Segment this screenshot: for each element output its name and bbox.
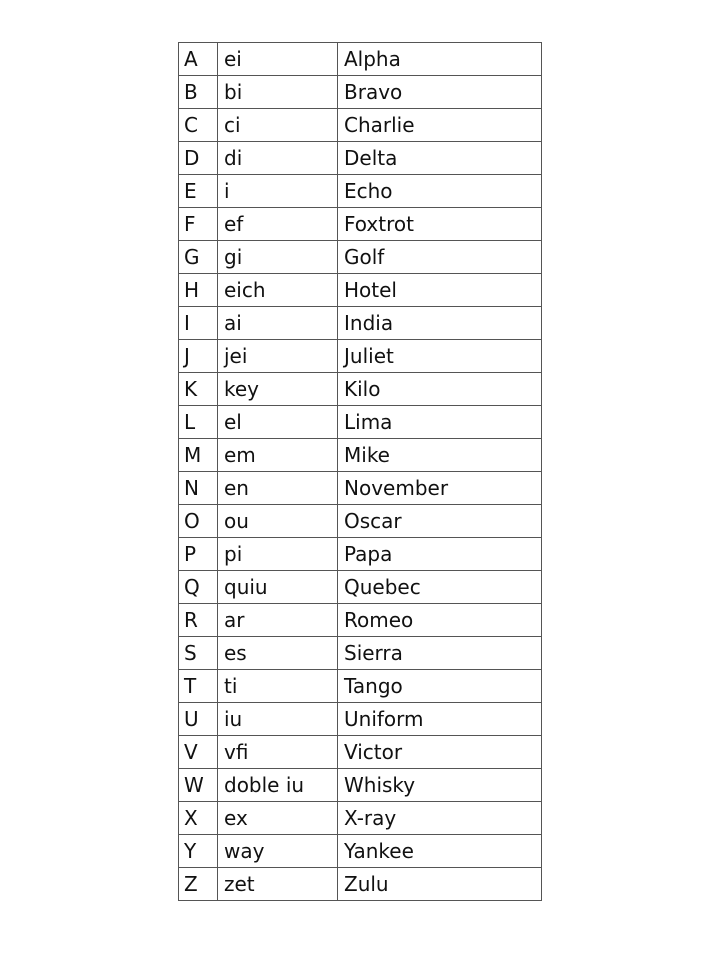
table-row — [179, 373, 542, 406]
letter-cell: C — [179, 109, 218, 142]
pronunciation-cell: key — [218, 373, 338, 406]
letter-cell: M — [179, 439, 218, 472]
pronunciation-cell: iu — [218, 703, 338, 736]
pronunciation-cell: ar — [218, 604, 338, 637]
codeword-cell: November — [338, 472, 542, 505]
table-row — [179, 43, 542, 76]
codeword-cell: Echo — [338, 175, 542, 208]
table-row — [179, 76, 542, 109]
table-row — [179, 670, 542, 703]
pronunciation-cell: ai — [218, 307, 338, 340]
letter-cell: P — [179, 538, 218, 571]
pronunciation-cell: ti — [218, 670, 338, 703]
codeword-cell: Foxtrot — [338, 208, 542, 241]
pronunciation-cell: em — [218, 439, 338, 472]
pronunciation-cell: doble iu — [218, 769, 338, 802]
table-row — [179, 241, 542, 274]
codeword-cell: Lima — [338, 406, 542, 439]
letter-cell: A — [179, 43, 218, 76]
table-row — [179, 505, 542, 538]
codeword-cell: Victor — [338, 736, 542, 769]
table-row — [179, 769, 542, 802]
letter-cell: H — [179, 274, 218, 307]
codeword-cell: Papa — [338, 538, 542, 571]
letter-cell: V — [179, 736, 218, 769]
codeword-cell: Whisky — [338, 769, 542, 802]
pronunciation-cell: bi — [218, 76, 338, 109]
pronunciation-cell: ef — [218, 208, 338, 241]
letter-cell: O — [179, 505, 218, 538]
letter-cell: E — [179, 175, 218, 208]
table-row — [179, 406, 542, 439]
letter-cell: K — [179, 373, 218, 406]
codeword-cell: Mike — [338, 439, 542, 472]
codeword-cell: Zulu — [338, 868, 542, 901]
pronunciation-cell: di — [218, 142, 338, 175]
pronunciation-cell: ci — [218, 109, 338, 142]
pronunciation-cell: quiu — [218, 571, 338, 604]
codeword-cell: Kilo — [338, 373, 542, 406]
pronunciation-cell: el — [218, 406, 338, 439]
table-row — [179, 571, 542, 604]
table-row — [179, 703, 542, 736]
pronunciation-cell: gi — [218, 241, 338, 274]
letter-cell: J — [179, 340, 218, 373]
table-row — [179, 604, 542, 637]
table-row — [179, 340, 542, 373]
table-row — [179, 472, 542, 505]
letter-cell: L — [179, 406, 218, 439]
table-row — [179, 802, 542, 835]
table-row — [179, 109, 542, 142]
table-row — [179, 142, 542, 175]
letter-cell: B — [179, 76, 218, 109]
letter-cell: N — [179, 472, 218, 505]
letter-cell: I — [179, 307, 218, 340]
pronunciation-cell: ex — [218, 802, 338, 835]
codeword-cell: Alpha — [338, 43, 542, 76]
table-row — [179, 637, 542, 670]
letter-cell: G — [179, 241, 218, 274]
codeword-cell: Tango — [338, 670, 542, 703]
letter-cell: Z — [179, 868, 218, 901]
phonetic-alphabet-table-body — [179, 43, 542, 901]
table-row — [179, 307, 542, 340]
letter-cell: D — [179, 142, 218, 175]
codeword-cell: Romeo — [338, 604, 542, 637]
table-row — [179, 208, 542, 241]
pronunciation-cell: i — [218, 175, 338, 208]
codeword-cell: Sierra — [338, 637, 542, 670]
pronunciation-cell: way — [218, 835, 338, 868]
codeword-cell: Yankee — [338, 835, 542, 868]
pronunciation-cell: pi — [218, 538, 338, 571]
codeword-cell: Bravo — [338, 76, 542, 109]
table-row — [179, 736, 542, 769]
pronunciation-cell: es — [218, 637, 338, 670]
pronunciation-cell: eich — [218, 274, 338, 307]
letter-cell: Q — [179, 571, 218, 604]
codeword-cell: X-ray — [338, 802, 542, 835]
codeword-cell: Hotel — [338, 274, 542, 307]
table-row — [179, 274, 542, 307]
codeword-cell: Charlie — [338, 109, 542, 142]
table-row — [179, 868, 542, 901]
letter-cell: S — [179, 637, 218, 670]
codeword-cell: Delta — [338, 142, 542, 175]
codeword-cell: Uniform — [338, 703, 542, 736]
table-row — [179, 538, 542, 571]
codeword-cell: Juliet — [338, 340, 542, 373]
letter-cell: R — [179, 604, 218, 637]
letter-cell: F — [179, 208, 218, 241]
letter-cell: U — [179, 703, 218, 736]
pronunciation-cell: ou — [218, 505, 338, 538]
pronunciation-cell: en — [218, 472, 338, 505]
codeword-cell: India — [338, 307, 542, 340]
table-row — [179, 175, 542, 208]
table-row — [179, 439, 542, 472]
letter-cell: Y — [179, 835, 218, 868]
pronunciation-cell: ei — [218, 43, 338, 76]
letter-cell: X — [179, 802, 218, 835]
pronunciation-cell: jei — [218, 340, 338, 373]
codeword-cell: Golf — [338, 241, 542, 274]
codeword-cell: Quebec — [338, 571, 542, 604]
letter-cell: W — [179, 769, 218, 802]
table-row — [179, 835, 542, 868]
letter-cell: T — [179, 670, 218, 703]
pronunciation-cell: vfi — [218, 736, 338, 769]
pronunciation-cell: zet — [218, 868, 338, 901]
codeword-cell: Oscar — [338, 505, 542, 538]
phonetic-alphabet-table — [178, 42, 542, 901]
